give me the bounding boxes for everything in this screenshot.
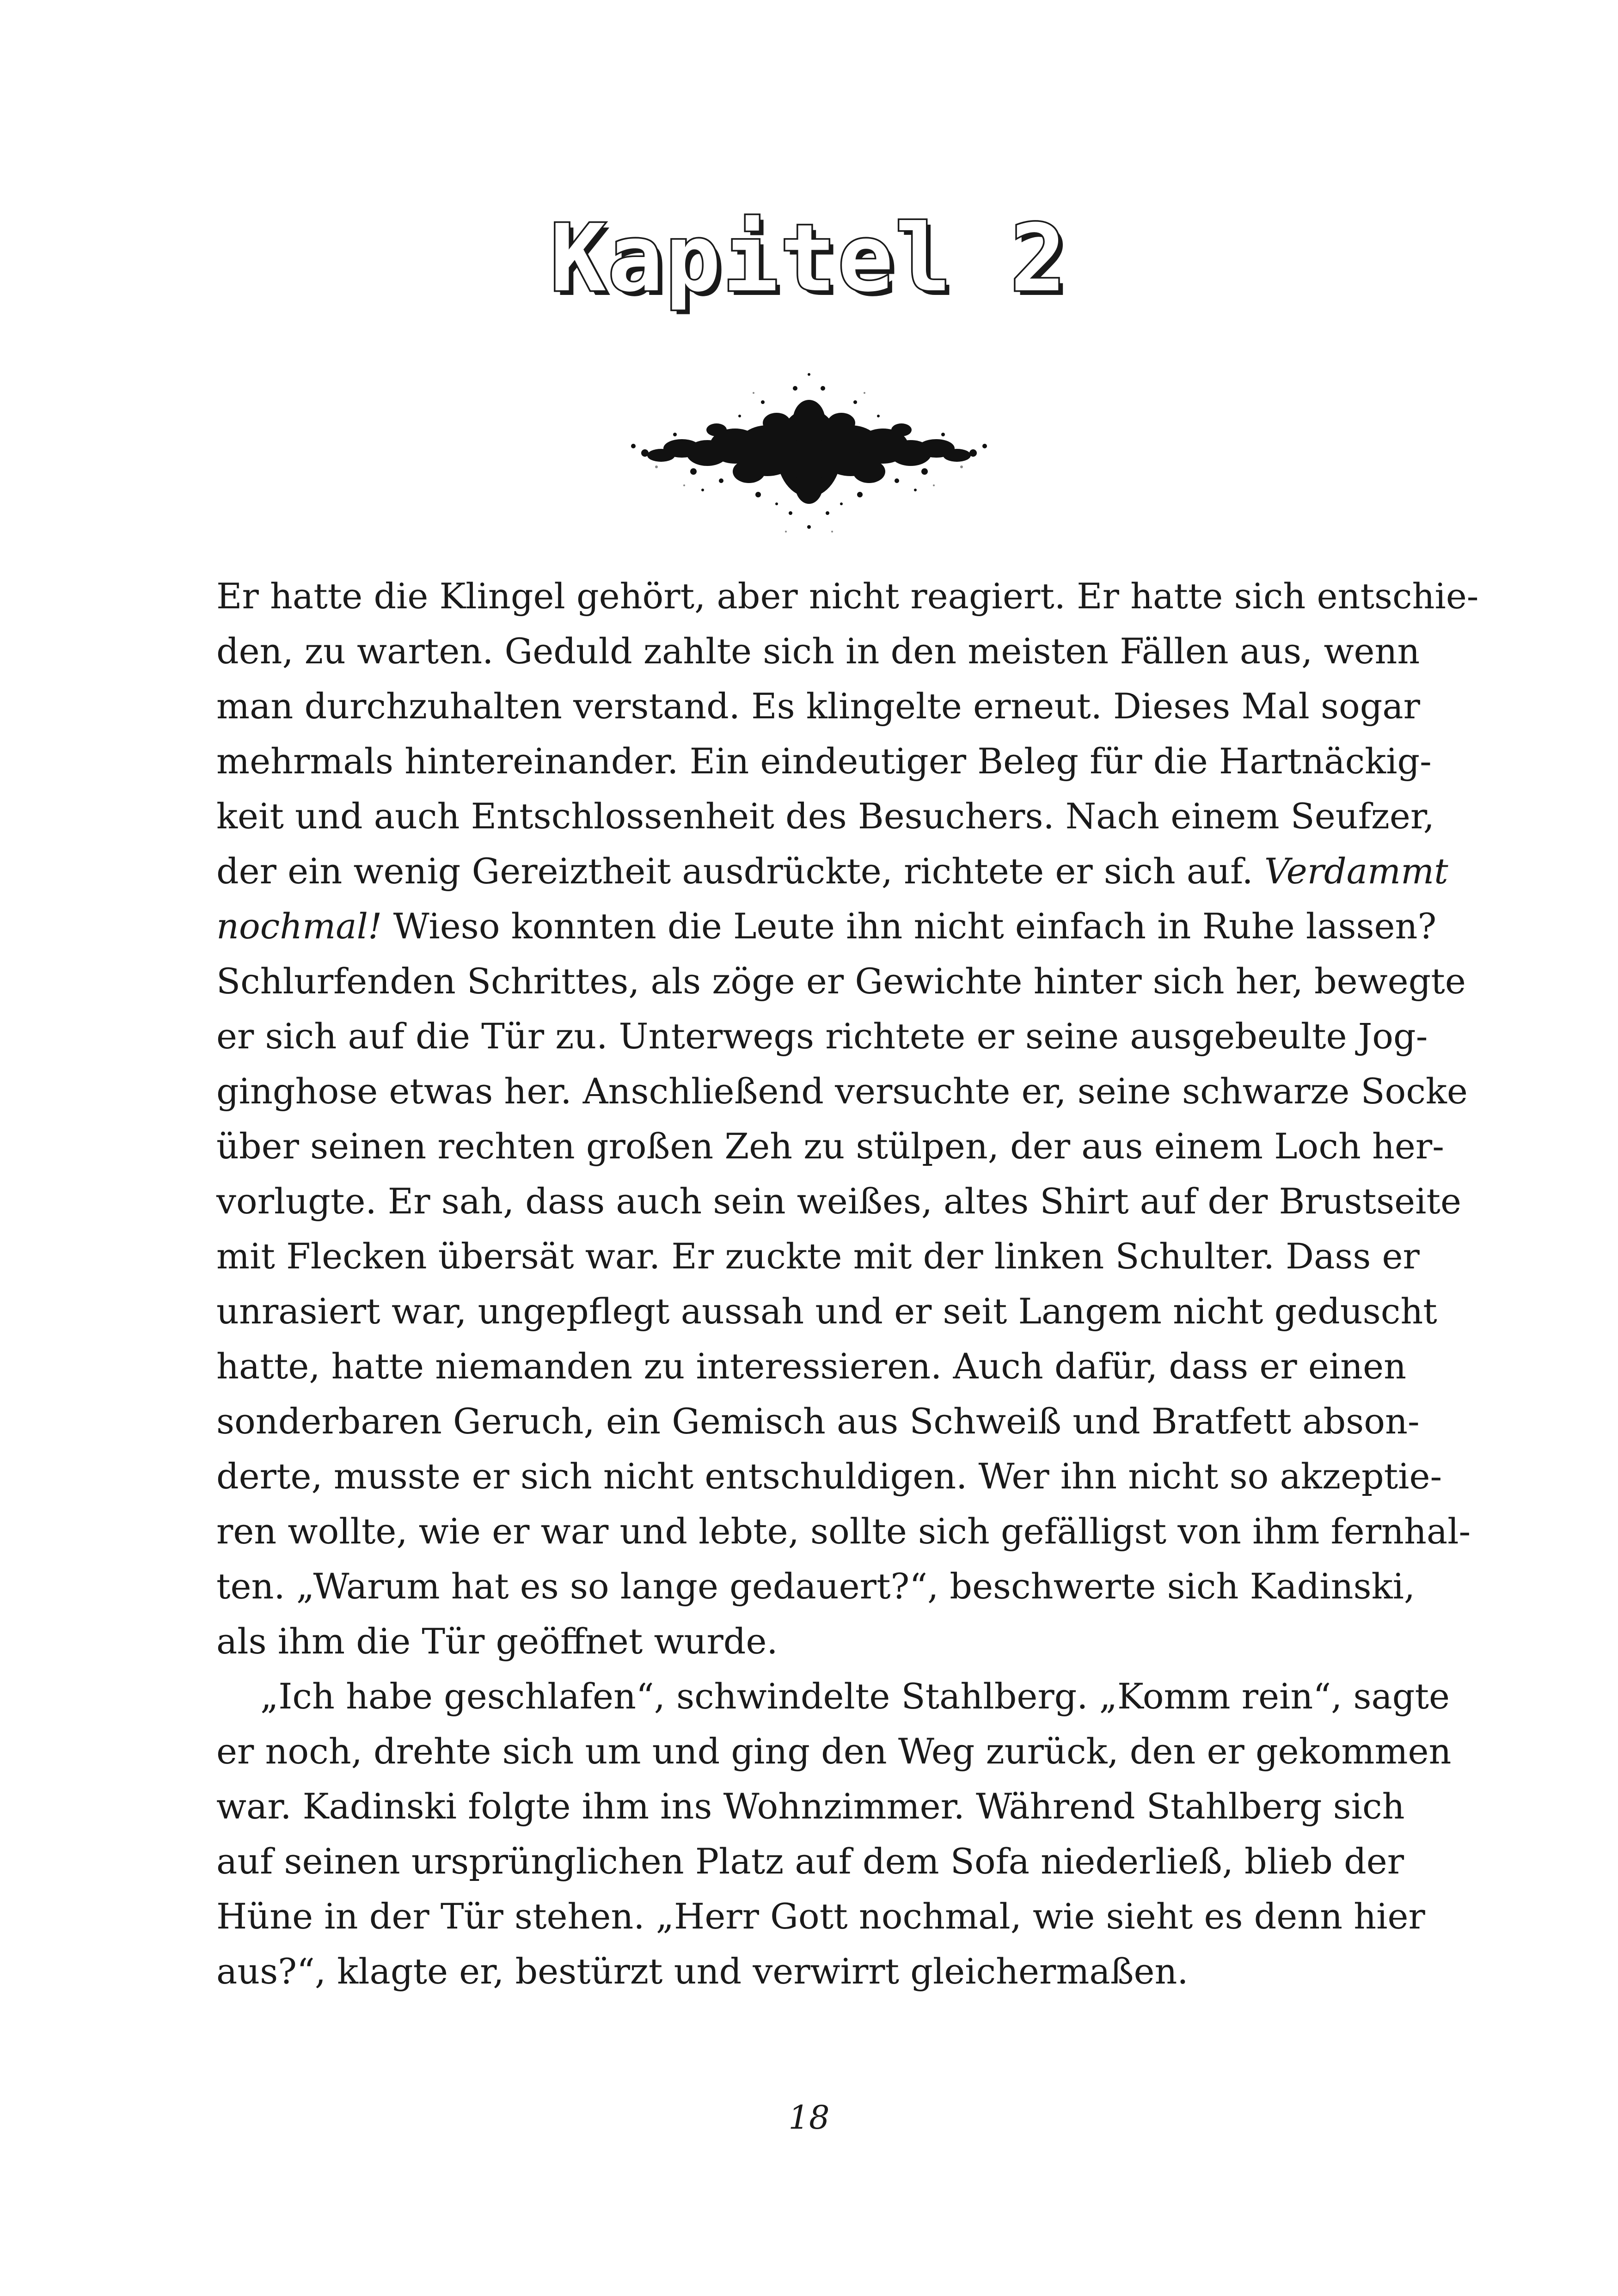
text-line: den, zu warten. Geduld zahlte sich in den meisten Fällen aus, wenn <box>216 631 1420 672</box>
italic-text: Verdammt <box>1264 851 1448 892</box>
text-line: er sich auf die Tür zu. Unterwegs richtete er seine ausgebeulte Jog- <box>216 1016 1428 1057</box>
text-line: ren wollte, wie er war und lebte, sollte sich gefälligst von ihm fernhal- <box>216 1511 1471 1552</box>
text-segment: Wieso konnten die Leute ihn nicht einfach in Ruhe lassen? <box>393 906 1437 947</box>
text-line: mit Flecken übersät war. Er zuckte mit der linken Schulter. Dass er <box>216 1236 1420 1277</box>
text-line: über seinen rechten großen Zeh zu stülpen, der aus einem Loch her- <box>216 1126 1444 1167</box>
text-segment: der ein wenig Gereiztheit ausdrückte, richtete er sich auf. <box>216 851 1253 892</box>
text-line: auf seinen ursprünglichen Platz auf dem Sofa niederließ, blieb der <box>216 1841 1404 1882</box>
text-line: ginghose etwas her. Anschließend versuchte er, seine schwarze Socke <box>216 1071 1468 1112</box>
text-line: Schlurfenden Schrittes, als zöge er Gewichte hinter sich her, bewegte <box>216 961 1466 1002</box>
text-line: vorlugte. Er sah, dass auch sein weißes, altes Shirt auf der Brustseite <box>216 1181 1461 1222</box>
text-line: keit und auch Entschlossenheit des Besuchers. Nach einem Seufzer, <box>216 796 1434 837</box>
chapter-title: Kapitel 2 <box>550 205 1068 312</box>
italic-text: nochmal! <box>216 906 382 947</box>
text-line <box>216 899 1437 954</box>
page-number: 18 <box>788 2099 830 2137</box>
text-line: hatte, hatte niemanden zu interessieren. Auch dafür, dass er einen <box>216 1346 1407 1387</box>
text-line: sonderbaren Geruch, ein Gemisch aus Schweiß und Bratfett abson- <box>216 1401 1420 1442</box>
text-line <box>216 844 1448 899</box>
text-line: war. Kadinski folgte ihm ins Wohnzimmer. Während Stahlberg sich <box>216 1786 1405 1827</box>
text-line: ten. „Warum hat es so lange gedauert?“, beschwerte sich Kadinski, <box>216 1566 1416 1607</box>
text-line: als ihm die Tür geöffnet wurde. <box>216 1621 778 1662</box>
text-line: man durchzuhalten verstand. Es klingelte erneut. Dieses Mal sogar <box>216 686 1421 727</box>
text-line: mehrmals hintereinander. Ein eindeutiger Beleg für die Hartnäckig- <box>216 741 1432 782</box>
text-line: Er hatte die Klingel gehört, aber nicht reagiert. Er hatte sich entschie- <box>216 576 1479 617</box>
ink-blot-ornament-icon <box>601 361 1017 545</box>
text-line: Hüne in der Tür stehen. „Herr Gott nochmal, wie sieht es denn hier <box>216 1896 1425 1937</box>
text-line: unrasiert war, ungepflegt aussah und er seit Langem nicht geduscht <box>216 1291 1437 1332</box>
text-line: „Ich habe geschlafen“, schwindelte Stahlberg. „Komm rein“, sagte <box>260 1676 1450 1717</box>
text-line: aus?“, klagte er, bestürzt und verwirrt gleichermaßen. <box>216 1951 1189 1992</box>
text-line: er noch, drehte sich um und ging den Weg zurück, den er gekommen <box>216 1731 1452 1772</box>
text-line: derte, musste er sich nicht entschuldigen. Wer ihn nicht so akzeptie- <box>216 1456 1442 1497</box>
chapter-body <box>216 569 1479 1999</box>
